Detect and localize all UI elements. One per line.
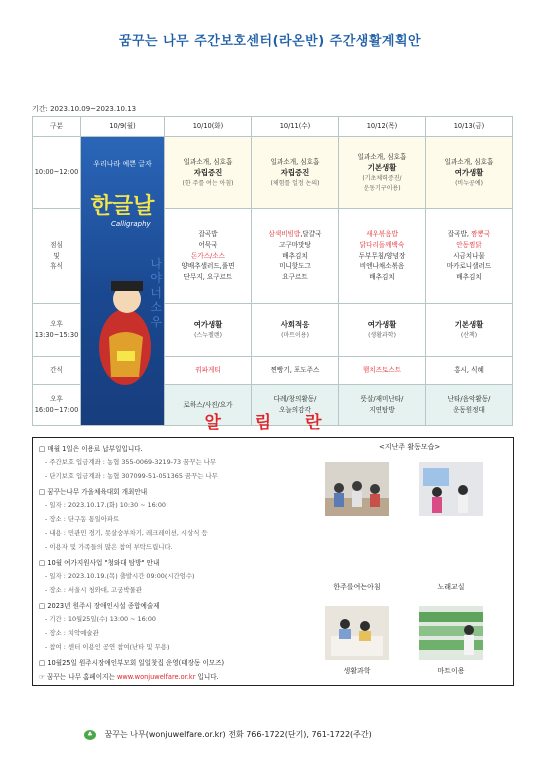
pm1-cell	[339, 303, 426, 356]
lunch-cell	[426, 208, 513, 303]
menu-item: 잡곡밥, 짬뽕국	[447, 230, 491, 239]
menu-item: 안동찜닭	[456, 240, 482, 249]
cell-intro: 일과소개, 심호흡	[444, 157, 494, 166]
notice-line: - 주간보호 입금계좌 : 농협 355-0069-3219-73 꿈꾸는 나무	[45, 458, 217, 466]
activity-photo	[325, 462, 389, 516]
header-cell: 10/12(목)	[339, 117, 426, 137]
banner-title: 한글날	[90, 193, 155, 219]
homepage-line	[39, 671, 219, 681]
banner-hangul-glyphs: 나 야 너 소 우	[150, 257, 162, 329]
cell-sub: (한 주를 여는 아침)	[182, 179, 234, 187]
photo-caption: 마트이용	[437, 667, 465, 675]
menu-item: 삼색비빔밥,달걀국	[268, 230, 322, 239]
cell-title: 여가생활	[367, 320, 397, 330]
menu-item: 양배추샐러드,풀면	[181, 262, 235, 271]
table-header-row	[33, 117, 513, 137]
cell-sub: (비누공예)	[455, 179, 483, 187]
morning-cell	[339, 137, 426, 209]
menu-item: 잡곡밥	[198, 230, 218, 239]
menu-item: 새우볶음밥	[366, 230, 398, 239]
pm2-cell: 난타/음악활동/ 운동원정대	[426, 384, 513, 425]
header-cell: 10/13(금)	[426, 117, 513, 137]
cell-title: 자립증진	[280, 168, 310, 178]
menu-item: 배추김치	[369, 272, 395, 281]
morning-cell	[252, 137, 339, 209]
menu-item: 미니핫도그	[279, 262, 311, 271]
menu-item: 닭다리돌께백숙	[359, 240, 405, 249]
notice-line: - 내용 : 민관민 경기, 못살숭부차기, 레크레이션, 시상식 등	[45, 529, 208, 537]
cell-title: 사회적응	[280, 320, 310, 330]
notice-line: □ 10월25일 원주시장애인부모회 일일찻집 운영(태장동 이모즈)	[39, 659, 225, 667]
cell-sub: (마트이용)	[281, 331, 309, 339]
cell-title: 자립증진	[193, 168, 223, 178]
cell-title: 여가생활	[193, 320, 223, 330]
lunch-cell	[252, 208, 339, 303]
menu-item: 비엔나채소볶음	[359, 262, 405, 271]
morning-cell	[426, 137, 513, 209]
homepage-label: ☞ 꿈꾸는 나무 홈페이지는	[39, 673, 115, 681]
cell-sub: (스누젤렌)	[194, 331, 222, 339]
king-sejong-illustration	[95, 277, 155, 387]
cell-intro: 일과소개, 심호흡	[357, 152, 407, 161]
banner-top-text: 우리나라 예쁜 글자	[93, 160, 152, 168]
notice-line: - 참여 : 센터 이용인 공연 참여(난타 및 무용)	[45, 643, 170, 651]
notice-line: - 장소 : 단구동 통일아파트	[45, 515, 120, 523]
notice-line: - 일자 : 2023.10.19.(목) 출발시간 09:00(시간엄수)	[45, 572, 195, 580]
pm1-cell	[426, 303, 513, 356]
cell-title: 기본생활	[454, 320, 484, 330]
lunch-cell	[339, 208, 426, 303]
hangul-day-banner	[81, 137, 165, 426]
row-label-pm1: 오후 13:30~15:30	[33, 303, 81, 356]
photo-caption: 한주를여는아침	[333, 583, 381, 591]
pm1-cell	[252, 303, 339, 356]
activity-photo	[325, 606, 389, 660]
header-cell: 10/10(화)	[165, 117, 252, 137]
header-cell: 구분	[33, 117, 81, 137]
menu-item: 배추김치	[282, 251, 308, 260]
cell-intro: 일과소개, 심호흡	[183, 157, 233, 166]
snack-cell: 꿔파게티	[165, 357, 252, 385]
menu-item: 마카로니샐러드	[446, 262, 492, 271]
homepage-link[interactable]: www.wonjuwelfare.or.kr	[117, 673, 196, 681]
menu-item: 두부무침/양념장	[358, 251, 406, 260]
notice-line: - 장소 : 치악예술관	[45, 629, 99, 637]
menu-item: 배추김치	[456, 272, 482, 281]
photo-caption: 노래교실	[437, 583, 465, 591]
menu-item: 어묵국	[198, 240, 218, 249]
notice-line: - 이용자 및 가족들의 많은 참여 부탁드립니다.	[45, 543, 173, 551]
menu-item: 고구마맛탕	[279, 240, 311, 249]
snack-cell: 홍시, 식혜	[426, 357, 513, 385]
row-label-snack: 간식	[33, 357, 81, 385]
notice-line: □ 매월 1일은 이용료 납부일입니다.	[39, 445, 143, 453]
photo-caption: 생활과학	[343, 667, 371, 675]
notice-line: - 일자 : 2023.10.17.(화) 10:30 ~ 16:00	[45, 501, 166, 509]
notice-line: □ 2023년 원주시 장애인시설 종합예술제	[39, 602, 160, 610]
notice-line: □ 꿈꾸는나무 가을체육대회 개최안내	[39, 488, 148, 496]
morning-cell	[165, 137, 252, 209]
snack-cell: 햄치즈토스트	[339, 357, 426, 385]
morning-row	[33, 137, 513, 209]
menu-item: 요구르트	[282, 272, 308, 281]
notice-line: - 기간 : 10월25일(수) 13:00 ~ 16:00	[45, 615, 156, 623]
tree-logo-icon: ♣	[84, 730, 96, 740]
activity-photo	[419, 606, 483, 660]
notice-line: □ 10월 여가지원사업 "청와대 탐방" 안내	[39, 559, 160, 567]
notice-box	[32, 437, 514, 686]
notice-line: - 장소 : 서울시 청와대, 고궁박물관	[45, 586, 142, 594]
cell-sub: (산책)	[460, 331, 478, 339]
lunch-cell	[165, 208, 252, 303]
row-label-pm2: 오후 16:00~17:00	[33, 384, 81, 425]
photos-title: <지난주 활동모습>	[379, 443, 441, 451]
cell-sub: (체험를 일정 논의)	[270, 179, 320, 187]
cell-title: 기본생활	[367, 163, 397, 173]
row-label-lunch: 점심 및 휴식	[33, 208, 81, 303]
pm2-cell: 로하스/사진/요가	[165, 384, 252, 425]
pm2-cell: 다례/창의활동/ 오늘의감각	[252, 384, 339, 425]
row-label-morning: 10:00~12:00	[33, 137, 81, 209]
page-title: 꿈꾸는 나무 주간보호센터(라온반) 주간생활계획안	[118, 34, 422, 49]
banner-calligraphy: Calligraphy	[111, 220, 151, 228]
weekly-schedule-table	[32, 116, 513, 426]
activity-photo	[419, 462, 483, 516]
cell-sub: (기초체력증진/ 운동기구이용)	[362, 175, 402, 192]
menu-item: 돈가스/소스	[190, 251, 226, 260]
homepage-tail: 입니다.	[197, 673, 219, 681]
cell-title: 여가생활	[454, 168, 484, 178]
menu-item: 시금치나물	[453, 251, 485, 260]
menu-item: 단무지, 요구르트	[183, 272, 233, 281]
schedule-period: 기간: 2023.10.09~2023.10.13	[32, 105, 137, 113]
footer-contact: 꿈꾸는 나무(wonjuwelfare.or.kr) 전화 766-1722(단기), 761-1722(주간)	[104, 730, 372, 739]
cell-intro: 일과소개, 심호흡	[270, 157, 320, 166]
pm1-cell	[165, 303, 252, 356]
snack-cell: 찐빵기, 포도주스	[252, 357, 339, 385]
cell-sub: (생활과학)	[368, 331, 396, 339]
pm2-cell: 뜻살/재미난타/ 지연탐방	[339, 384, 426, 425]
notice-heading: 알 림 란	[204, 413, 336, 433]
header-cell: 10/9(월)	[81, 117, 165, 137]
header-cell: 10/11(수)	[252, 117, 339, 137]
notice-line: - 단기보호 입금계좌 : 농협 307099-51-051365 꿈꾸는 나무	[45, 472, 218, 480]
footer	[84, 729, 372, 740]
